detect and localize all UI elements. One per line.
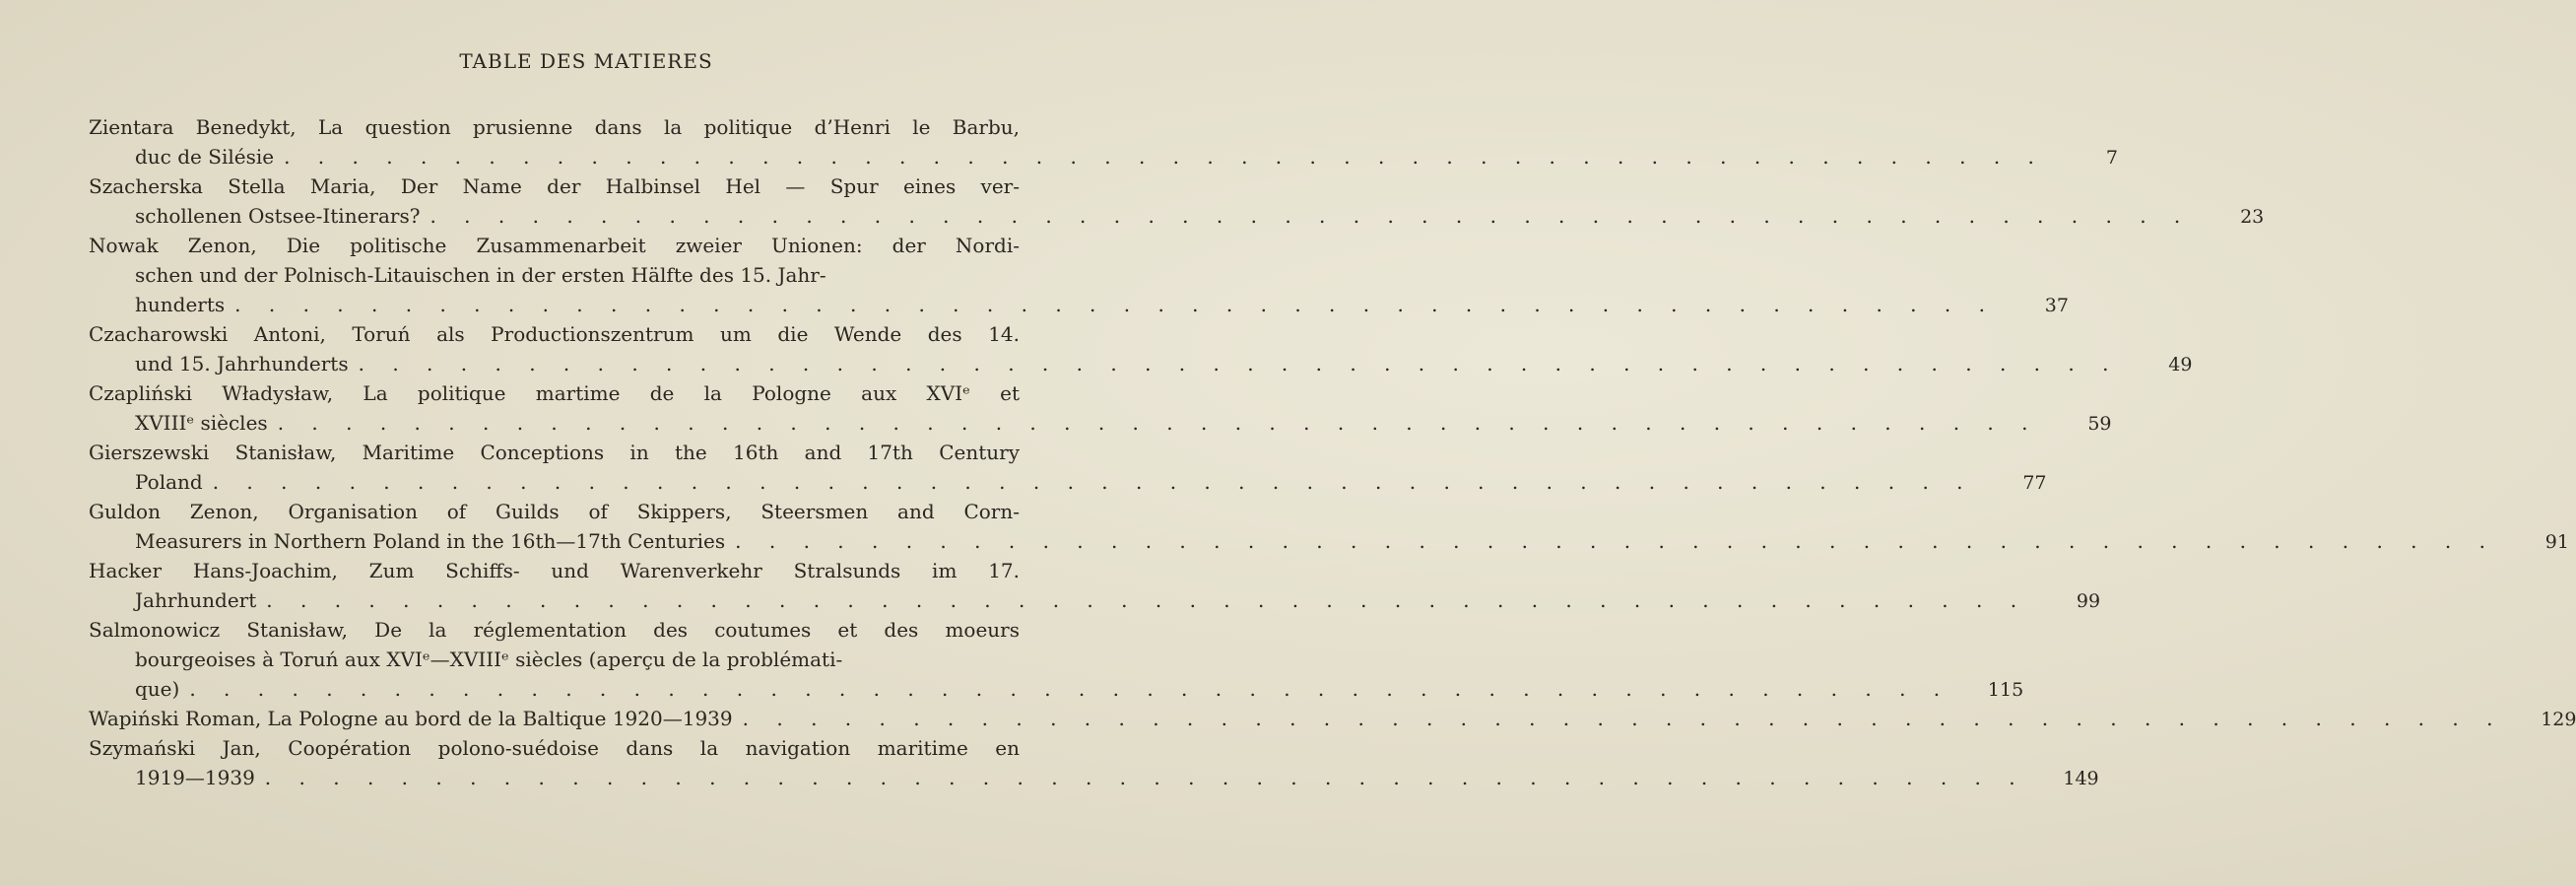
page-number: 59	[2087, 413, 2112, 435]
dot-leader: . . . . . . . . . . . . . . . . . . . . . . . . . . . . . . . . . . . . . . . . . . . . . . . . . . . .	[284, 145, 2045, 169]
toc-entry-text: hunderts	[135, 293, 226, 316]
toc-entry-last-line	[89, 408, 2112, 438]
dot-leader: . . . . . . . . . . . . . . . . . . . . . . . . . . . . . . . . . . . . . . . . . . . . . . . . . . . .	[266, 588, 2028, 612]
dot-leader: . . . . . . . . . . . . . . . . . . . . . . . . . . . . . . . . . . . . . . . . . . . . . . . . . . . .	[212, 470, 1974, 494]
page-number: 99	[2076, 590, 2101, 612]
toc-entry	[89, 231, 2069, 319]
toc-entry-text: duc de Silésie	[135, 145, 275, 169]
toc-entry-line: Nowak Zenon, Die politische Zusammenarbeit zweier Unionen: der Nordi-	[89, 234, 1020, 257]
toc-entry-text: XVIIIᵉ siècles	[135, 411, 268, 435]
toc-entry-line: Szymański Jan, Coopération polono-suédoise dans la navigation maritime en	[89, 736, 1020, 760]
dot-leader: . . . . . . . . . . . . . . . . . . . . . . . . . . . . . . . . . . . . . . . . . . . . . . . . . . . .	[234, 293, 1996, 316]
toc-entry	[89, 497, 2569, 556]
page-number: 115	[1987, 679, 2024, 701]
toc-entry-line: Czacharowski Antoni, Toruń als Productionszentrum um die Wende des 14.	[89, 322, 1020, 346]
toc-entry-last-line	[89, 585, 2101, 615]
toc-entry-line: Czapliński Władysław, La politique martime de la Pologne aux XVIᵉ et	[89, 381, 1020, 405]
page-number: 129	[2541, 709, 2576, 730]
toc-entry-line: bourgeoises à Toruń aux XVIᵉ—XVIIIᵉ siècles (aperçu de la problémati-	[135, 647, 843, 671]
toc-entry-text: 1919—1939	[135, 766, 255, 789]
toc-entry	[89, 112, 2118, 171]
toc-entry	[89, 556, 2101, 615]
toc-entry-line: Szacherska Stella Maria, Der Name der Halbinsel Hel — Spur eines ver-	[89, 174, 1020, 198]
toc-entry-last-line	[89, 142, 2118, 171]
toc-entry-text: schollenen Ostsee-Itinerars?	[135, 204, 421, 228]
toc-entry	[89, 615, 2024, 704]
toc-entry-last-line	[89, 349, 2193, 378]
toc-entry	[89, 704, 2576, 733]
toc-entry-text: Measurers in Northern Poland in the 16th—17th Centuries	[135, 529, 726, 553]
toc-entry-line: Guldon Zenon, Organisation of Guilds of Skippers, Steersmen and Corn-	[89, 500, 1020, 523]
toc-entry-text: Poland	[135, 470, 203, 494]
toc-entry-last-line	[89, 704, 2576, 733]
dot-leader: . . . . . . . . . . . . . . . . . . . . . . . . . . . . . . . . . . . . . . . . . . . . . . . . . . . .	[189, 677, 1951, 701]
toc-entry-text: que)	[135, 677, 180, 701]
toc-entry-text: und 15. Jahrhunderts	[135, 352, 349, 375]
toc-entry-last-line	[89, 467, 2047, 497]
dot-leader: . . . . . . . . . . . . . . . . . . . . . . . . . . . . . . . . . . . . . . . . . . . . . . . . . . . .	[264, 766, 2026, 789]
dot-leader: . . . . . . . . . . . . . . . . . . . . . . . . . . . . . . . . . . . . . . . . . . . . . . . . . . . .	[358, 352, 2120, 375]
toc-entry-last-line	[89, 763, 2099, 792]
page-number: 37	[2044, 295, 2069, 316]
page-number: 23	[2240, 206, 2265, 228]
page-number: 91	[2544, 531, 2569, 553]
dot-leader: . . . . . . . . . . . . . . . . . . . . . . . . . . . . . . . . . . . . . . . . . . . . . . . . . . . .	[742, 707, 2504, 730]
dot-leader: . . . . . . . . . . . . . . . . . . . . . . . . . . . . . . . . . . . . . . . . . . . . . . . . . . . .	[429, 204, 2192, 228]
toc-entry	[89, 378, 2112, 438]
toc-entry	[89, 171, 2265, 231]
toc-entry	[89, 319, 2193, 378]
toc-entry	[89, 438, 2047, 497]
toc-entry-text: Jahrhundert	[135, 588, 257, 612]
dot-leader: . . . . . . . . . . . . . . . . . . . . . . . . . . . . . . . . . . . . . . . . . . . . . . . . . . . .	[277, 411, 2039, 435]
dot-leader: . . . . . . . . . . . . . . . . . . . . . . . . . . . . . . . . . . . . . . . . . . . . . . . . . . . .	[735, 529, 2496, 553]
toc-entry-last-line	[89, 674, 2024, 704]
page-number: 7	[2105, 147, 2118, 169]
page-title: TABLE DES MATIERES	[459, 49, 713, 73]
page-number: 49	[2168, 354, 2193, 375]
toc-entry-last-line	[89, 290, 2069, 319]
page-number: 149	[2063, 768, 2099, 789]
table-of-contents	[89, 112, 2576, 792]
toc-entry-last-line	[89, 201, 2265, 231]
toc-entry-text: Wapiński Roman, La Pologne au bord de la Baltique 1920—1939	[89, 707, 733, 730]
toc-entry-last-line	[89, 526, 2569, 556]
toc-entry-line: Hacker Hans-Joachim, Zum Schiffs- und Warenverkehr Stralsunds im 17.	[89, 559, 1020, 582]
toc-entry-line: schen und der Polnisch-Litauischen in der ersten Hälfte des 15. Jahr-	[135, 263, 826, 287]
page-number: 77	[2022, 472, 2047, 494]
toc-entry-line: Gierszewski Stanisław, Maritime Conceptions in the 16th and 17th Century	[89, 441, 1020, 464]
toc-entry-line: Salmonowicz Stanisław, De la réglementation des coutumes et des moeurs	[89, 618, 1020, 642]
toc-entry-line: Zientara Benedykt, La question prusienne dans la politique d’Henri le Barbu,	[89, 115, 1020, 139]
toc-entry	[89, 733, 2099, 792]
